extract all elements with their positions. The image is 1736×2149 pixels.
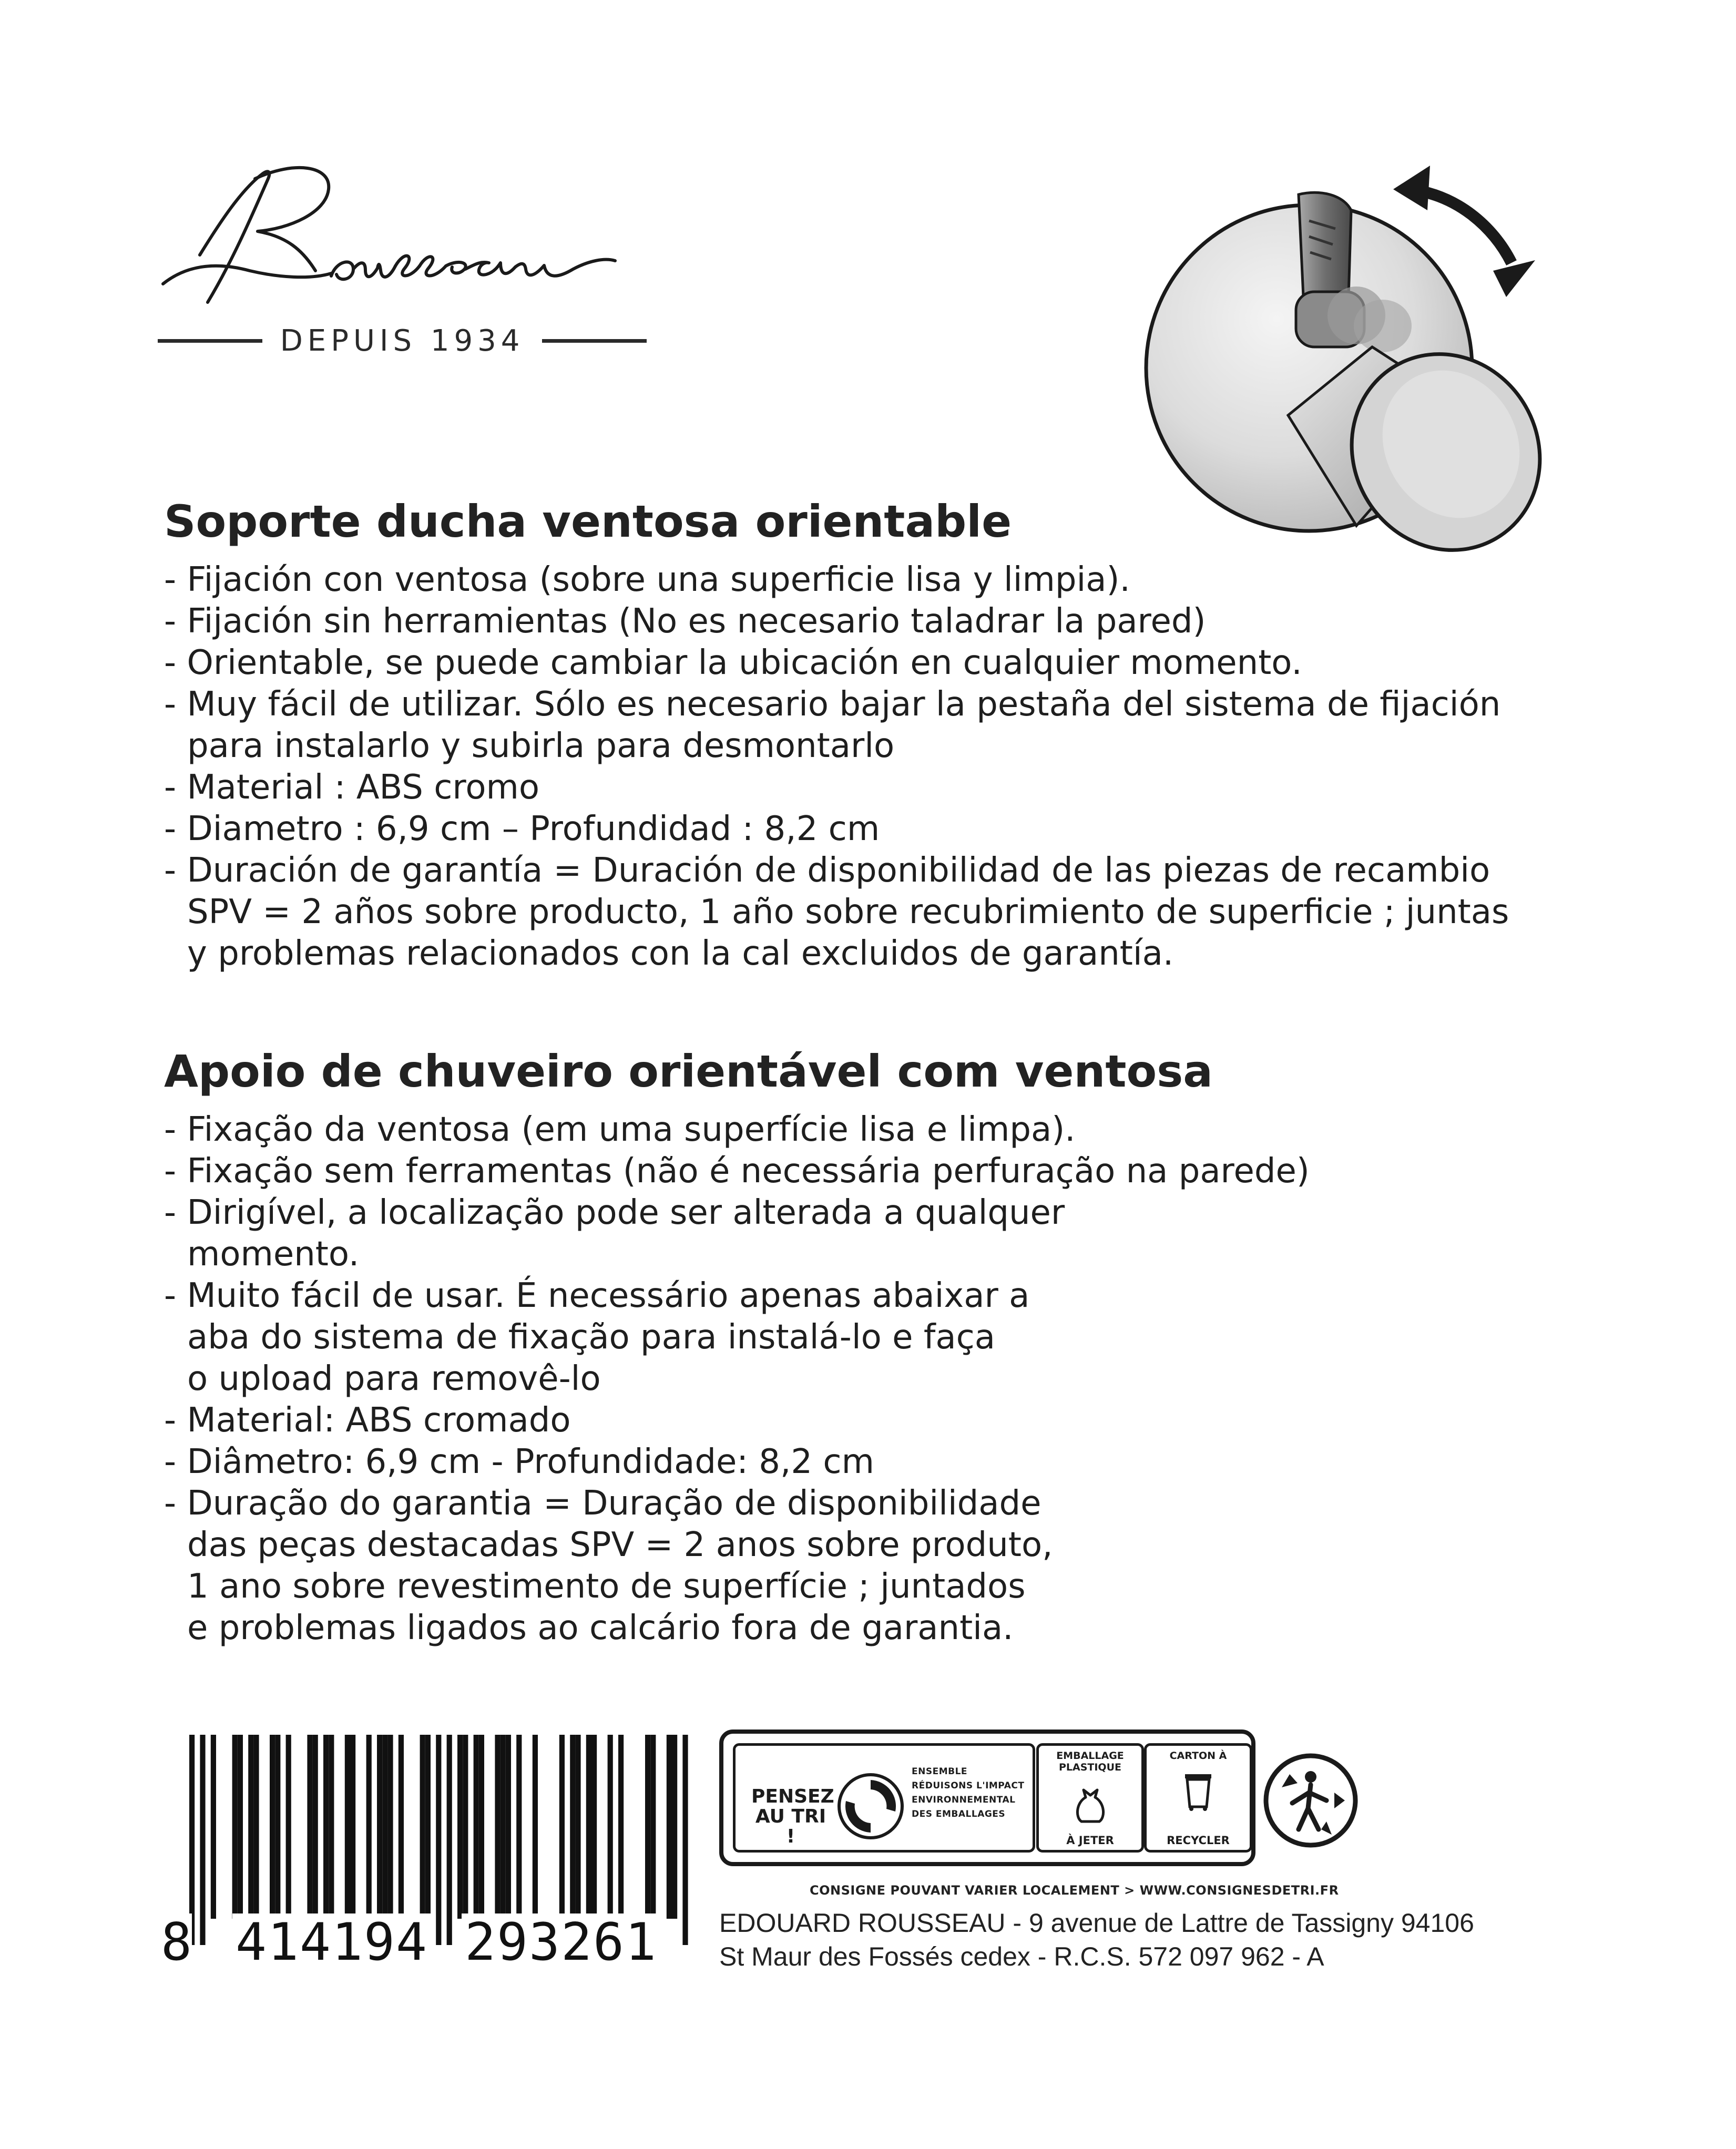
consigne-text: CONSIGNE POUVANT VARIER LOCALEMENT > WWW.CONSIGNESDETRI.FR [810, 1883, 1339, 1898]
section-title: Apoio de chuveiro orientável com ventosa [164, 1046, 1213, 1097]
barcode-bar [275, 1735, 280, 1919]
barcode-bar [345, 1735, 350, 1919]
barcode-bar [495, 1735, 500, 1919]
pensez-text: PENSEZ AU TRI ! [751, 1786, 834, 1847]
barcode-bar [533, 1735, 538, 1919]
barcode-bar [248, 1735, 253, 1919]
list-item: - Dirigível, a localização pode ser alterada a qualquer momento. [164, 1193, 1065, 1274]
barcode-bar [211, 1735, 216, 1919]
barcode-bar [506, 1735, 511, 1919]
list-item: - Fijación con ventosa (sobre una superficie lisa y limpia). [164, 560, 1130, 599]
barcode-bar [608, 1735, 613, 1919]
barcode-bar [366, 1735, 372, 1919]
rousseau-signature-logo [158, 158, 657, 315]
carton-a-label: CARTON À [1169, 1750, 1227, 1762]
barcode-bar [591, 1735, 597, 1919]
tagline-right-rule [542, 339, 647, 343]
tagline-text: DEPUIS 1934 [280, 323, 525, 358]
list-item: - Duración de garantía = Duración de disponibilidad de las piezas de recambio SPV = 2 años sobre producto, 1 año sobre recubrimiento de superficie ; juntas y problemas relacionados con la cal excluidos de garantía. [164, 851, 1509, 973]
barcode-bar [559, 1735, 565, 1919]
section-spanish [164, 495, 1573, 975]
recycler-label: RECYCLER [1167, 1834, 1230, 1847]
address-line-1: EDOUARD ROUSSEAU - 9 avenue de Lattre de Tassigny 94106 [719, 1908, 1474, 1938]
recycling-info [719, 1730, 1371, 1871]
list-item: - Diâmetro: 6,9 cm - Profundidade: 8,2 cm [164, 1442, 874, 1481]
barcode-bar [382, 1735, 387, 1919]
barcode [158, 1735, 689, 1982]
brand-tagline [158, 325, 647, 356]
list-item: - Fixação sem ferramentas (não é necessária perfuração na parede) [164, 1152, 1310, 1191]
barcode-bar [570, 1735, 575, 1919]
barcode-bar [474, 1735, 479, 1919]
barcode-bar [286, 1735, 291, 1919]
info-tri-frame [719, 1730, 1255, 1866]
list-item: - Fijación sin herramientas (No es necesario taladrar la pared) [164, 602, 1206, 641]
triman-arrows-icon [836, 1772, 905, 1840]
barcode-bar [425, 1735, 431, 1919]
barcode-bar [313, 1735, 318, 1919]
brand-logo [158, 158, 657, 368]
feature-list [164, 559, 1573, 975]
barcode-bar [457, 1735, 463, 1919]
carton-box [1144, 1743, 1252, 1853]
barcode-bar [516, 1735, 522, 1919]
list-item: - Fixação da ventosa (em uma superfície lisa e limpa). [164, 1110, 1076, 1149]
barcode-bar [501, 1735, 506, 1919]
pensez-au-tri-box [733, 1743, 1035, 1853]
barcode-bar [479, 1735, 484, 1919]
barcode-bar [350, 1735, 355, 1919]
barcode-bar [377, 1735, 382, 1919]
a-jeter-label: À JETER [1066, 1834, 1114, 1847]
barcode-bar [650, 1735, 656, 1919]
barcode-left-group: 414194 [232, 1913, 431, 1971]
barcode-bar [667, 1735, 672, 1919]
barcode-bar [232, 1735, 238, 1919]
recycling-bin-icon [1180, 1769, 1217, 1811]
section-title: Soporte ducha ventosa orientable [164, 496, 1012, 547]
list-item: - Orientable, se puede cambiar la ubicación en cualquier momento. [164, 643, 1302, 682]
barcode-bar [672, 1735, 677, 1919]
list-item: - Material: ABS cromado [164, 1401, 571, 1440]
barcode-bar [329, 1735, 334, 1919]
barcode-bar [253, 1735, 259, 1919]
list-item: - Muy fácil de utilizar. Sólo es necesario bajar la pestaña del sistema de fijación para instalarlo y subirla para desmontarlo [164, 685, 1501, 765]
company-address [719, 1906, 1592, 1973]
address-line-2: St Maur des Fossés cedex - R.C.S. 572 097 962 - A [719, 1942, 1324, 1971]
emballage-plastique-box [1036, 1743, 1144, 1853]
barcode-bar [618, 1735, 624, 1919]
barcode-bar [420, 1735, 425, 1919]
barcode-bar [323, 1735, 329, 1919]
barcode-bar [575, 1735, 580, 1919]
barcode-right-group: 293261 [462, 1913, 660, 1971]
barcode-first-digit: 8 [161, 1912, 192, 1972]
ensemble-reduisons-text: ENSEMBLE RÉDUISONS L'IMPACT ENVIRONNEMENTAL DES EMBALLAGES [912, 1766, 1025, 1819]
triman-person-icon [1261, 1751, 1361, 1850]
barcode-bar [238, 1735, 243, 1919]
barcode-bar [586, 1735, 591, 1919]
barcode-bar [463, 1735, 468, 1919]
list-item: - Diametro : 6,9 cm – Profundidad : 8,2 cm [164, 810, 880, 848]
barcode-bar [307, 1735, 312, 1919]
list-item: - Material : ABS cromo [164, 768, 539, 807]
pensez-au-tri-label [751, 1786, 834, 1847]
list-item: - Muito fácil de usar. É necessário apenas abaixar a aba do sistema de fixação para instalá-lo e faça o upload para removê-lo [164, 1276, 1030, 1398]
barcode-bar [387, 1735, 393, 1919]
section-portuguese [164, 1045, 1573, 1649]
feature-list [164, 1109, 1573, 1649]
tagline-left-rule [158, 339, 262, 343]
list-item: - Duração do garantia = Duração de disponibilidade das peças destacadas SPV = 2 anos sobre produto, 1 ano sobre revestimento de superfície ; juntados e problemas ligados ao calcário fora de garantia. [164, 1484, 1053, 1647]
barcode-bar [399, 1735, 404, 1919]
emballage-plastique-label: EMBALLAGE PLASTIQUE [1056, 1750, 1124, 1773]
barcode-bar [270, 1735, 275, 1919]
barcode-digits [158, 1913, 689, 1971]
barcode-bar [645, 1735, 650, 1919]
trash-bag-icon [1072, 1786, 1109, 1825]
